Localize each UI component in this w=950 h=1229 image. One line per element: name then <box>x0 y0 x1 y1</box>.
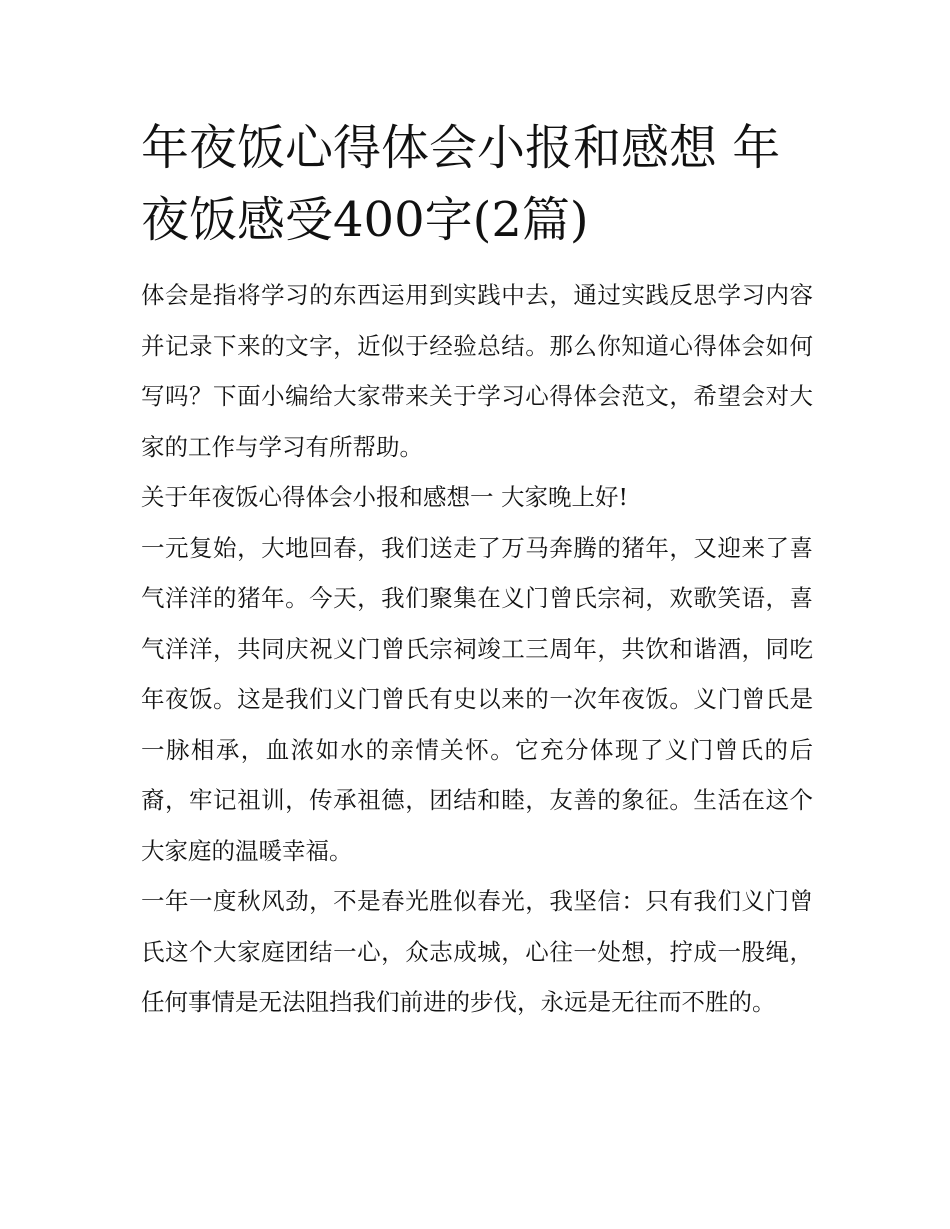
paragraph-section-heading: 关于年夜饭心得体会小报和感想一 大家晚上好! <box>141 483 628 511</box>
paragraph-intro: 体会是指将学习的东西运用到实践中去，通过实践反思学习内容并记录下来的文字，近似于经验总结。那么你知道心得体会如何写吗？下面小编给大家带来关于学习心得体会范文，希望会对大家的工作与学习有所帮助。 <box>141 281 813 461</box>
document-body <box>141 270 813 1028</box>
paragraph-body-1: 一元复始，大地回春，我们送走了万马奔腾的猪年，又迎来了喜气洋洋的猪年。今天，我们聚集在义门曾氏宗祠，欢歌笑语，喜气洋洋，共同庆祝义门曾氏宗祠竣工三周年，共饮和谐酒，同吃年夜饭。这是我们义门曾氏有史以来的一次年夜饭。义门曾氏是一脉相承，血浓如水的亲情关怀。它充分体现了义门曾氏的后裔，牢记祖训，传承祖德，团结和睦，友善的象征。生活在这个大家庭的温暖幸福。 <box>141 533 813 865</box>
document-page <box>141 112 813 1028</box>
paragraph-body-2: 一年一度秋风劲，不是春光胜似春光，我坚信：只有我们义门曾氏这个大家庭团结一心，众志成城，心往一处想，拧成一股绳，任何事情是无法阻挡我们前进的步伐，永远是无往而不胜的。 <box>141 887 813 1016</box>
document-title: 年夜饭心得体会小报和感想 年夜饭感受400字(2篇) <box>141 120 781 248</box>
